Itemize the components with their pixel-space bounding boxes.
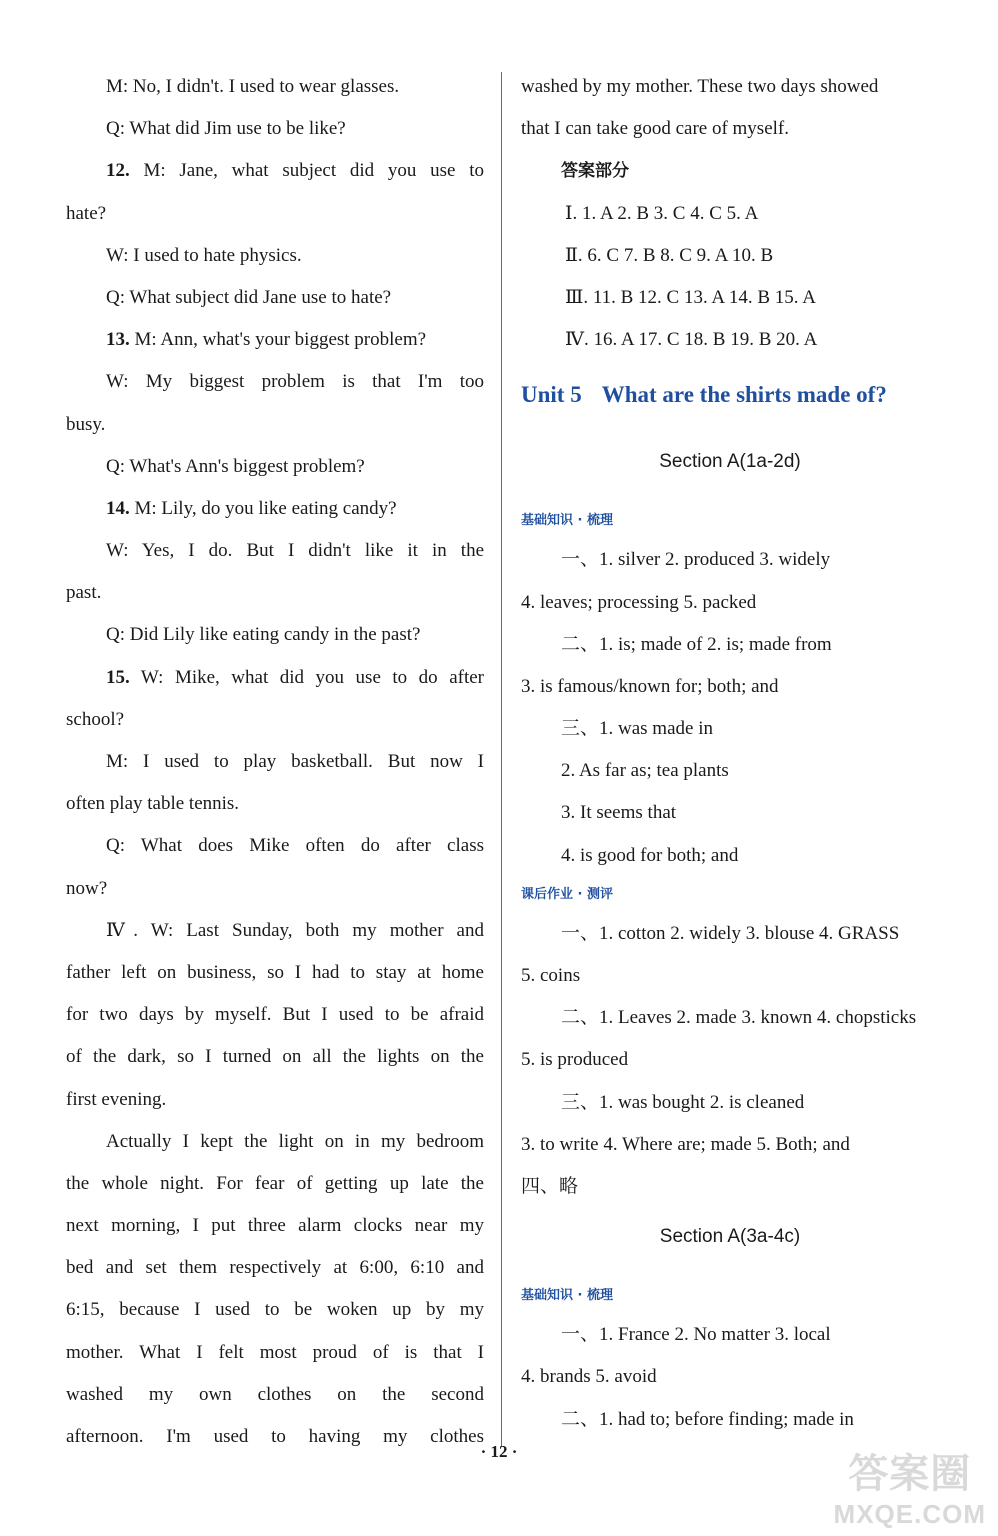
answer-line: Ⅱ. 6. C 7. B 8. C 9. A 10. B (565, 244, 774, 266)
answer-line: 一、1. France 2. No matter 3. local (561, 1324, 831, 1346)
answer-line: 3. is famous/known for; both; and (521, 675, 779, 697)
transcript-line: washed my own clothes on the second (66, 1383, 484, 1405)
transcript-line: bed and set them respectively at 6:00, 6:10 and (66, 1257, 484, 1279)
unit-number: Unit 5 (521, 382, 582, 408)
transcript-line: now? (66, 877, 108, 899)
transcript-line: busy. (66, 413, 106, 435)
answer-line: 4. leaves; processing 5. packed (521, 591, 757, 613)
transcript-line: past. (66, 582, 102, 604)
transcript-line: Actually I kept the light on in my bedroom (106, 1130, 484, 1152)
subsection-tag: 基础知识 · 梳理 (521, 1288, 613, 1304)
answer-line: 三、1. was made in (561, 718, 713, 740)
answer-line: 5. coins (521, 965, 581, 986)
line-text: W: Mike, what did you use to do after (129, 666, 484, 688)
transcript-line: mother. What I felt most proud of is that I (66, 1341, 484, 1363)
transcript-line: first evening. (66, 1088, 167, 1110)
transcript-line: W: My biggest problem is that I'm too (106, 371, 484, 393)
answer-line: 3. It seems that (561, 802, 677, 824)
continued-text-line: that I can take good care of myself. (521, 118, 789, 140)
transcript-line: W: Yes, I do. But I didn't like it in the (106, 540, 484, 562)
transcript-line: 6:15, because I used to be woken up by my (66, 1299, 484, 1321)
answer-heading: 答案部分 (561, 161, 629, 182)
line-text: M: Lily, do you like eating candy? (129, 497, 397, 519)
left-column (66, 66, 484, 1458)
right-column (521, 66, 939, 1441)
answer-line: 三、1. was bought 2. is cleaned (561, 1091, 805, 1113)
transcript-line: often play table tennis. (66, 793, 240, 815)
subsection-tag: 基础知识 · 梳理 (521, 513, 613, 529)
transcript-line: for two days by myself. But I used to be afraid (66, 1004, 484, 1026)
watermark-logo: 答案圈 (848, 1452, 972, 1496)
transcript-line: Q: What's Ann's biggest problem? (106, 455, 365, 477)
unit-name: What are the shirts made of? (601, 382, 887, 408)
transcript-line (66, 150, 484, 192)
continued-text-line: washed by my mother. These two days showed (521, 76, 879, 97)
transcript-line: M: I used to play basketball. But now I (106, 751, 484, 772)
answer-line: Ⅲ. 11. B 12. C 13. A 14. B 15. A (565, 286, 816, 308)
sections (521, 433, 939, 1440)
transcript-line: Q: What did Jim use to be like? (106, 118, 346, 140)
answer-line: 一、1. cotton 2. widely 3. blouse 4. GRASS (561, 922, 900, 944)
question-number: 13. (106, 329, 130, 351)
answer-line: 一、1. silver 2. produced 3. widely (561, 549, 831, 571)
line-text: M: Jane, what subject did you use to (129, 160, 484, 182)
transcript-line: Ⅳ. W: Last Sunday, both my mother and (106, 919, 484, 941)
transcript-line: W: I used to hate physics. (106, 244, 302, 266)
transcript-line: Q: What does Mike often do after class (106, 835, 484, 857)
transcript-line: Q: Did Lily like eating candy in the past? (106, 624, 421, 646)
transcript-line: afternoon. I'm used to having my clothes (66, 1426, 484, 1447)
answer-line: 4. is good for both; and (561, 844, 739, 866)
column-divider (501, 72, 502, 1447)
question-number: 15. (106, 666, 130, 688)
answer-line: 二、1. had to; before finding; made in (561, 1408, 854, 1430)
answer-line: 3. to write 4. Where are; made 5. Both; and (521, 1133, 850, 1155)
answer-line: Ⅳ. 16. A 17. C 18. B 19. B 20. A (565, 329, 818, 351)
transcript-line: hate? (66, 202, 107, 224)
page-number: · 12 · (480, 1442, 518, 1461)
transcript-line: next morning, I put three alarm clocks near my (66, 1215, 484, 1237)
transcript-line: father left on business, so I had to stay at home (66, 961, 484, 983)
transcript-line (66, 319, 484, 361)
section-title: Section A(1a-2d) (659, 451, 801, 473)
subsection-tag: 课后作业 · 测评 (521, 886, 613, 902)
section-title: Section A(3a-4c) (659, 1226, 801, 1248)
answer-line: 5. is produced (521, 1049, 629, 1071)
transcript-line: Q: What subject did Jane use to hate? (106, 286, 392, 308)
watermark (834, 1442, 986, 1530)
question-number: 12. (106, 160, 130, 182)
watermark-url: MXQE.COM (833, 1499, 986, 1529)
line-text: M: Ann, what's your biggest problem? (129, 329, 427, 351)
transcript-line (66, 657, 484, 699)
transcript-line (66, 488, 484, 530)
answer-line: 二、1. Leaves 2. made 3. known 4. chopsticks (561, 1007, 917, 1029)
transcript-line: school? (66, 708, 125, 730)
answer-line: 四、略 (521, 1175, 579, 1197)
unit-title (521, 367, 939, 423)
transcript-line: of the dark, so I turned on all the lights on the (66, 1046, 484, 1068)
transcript-line: the whole night. For fear of getting up late the (66, 1172, 484, 1194)
answer-line: Ⅰ. 1. A 2. B 3. C 4. C 5. A (565, 202, 759, 224)
transcript-line: M: No, I didn't. I used to wear glasses. (106, 76, 400, 97)
question-number: 14. (106, 497, 130, 519)
answer-line: 4. brands 5. avoid (521, 1366, 657, 1388)
answer-line: 2. As far as; tea plants (561, 760, 729, 782)
answer-line: 二、1. is; made of 2. is; made from (561, 633, 832, 655)
